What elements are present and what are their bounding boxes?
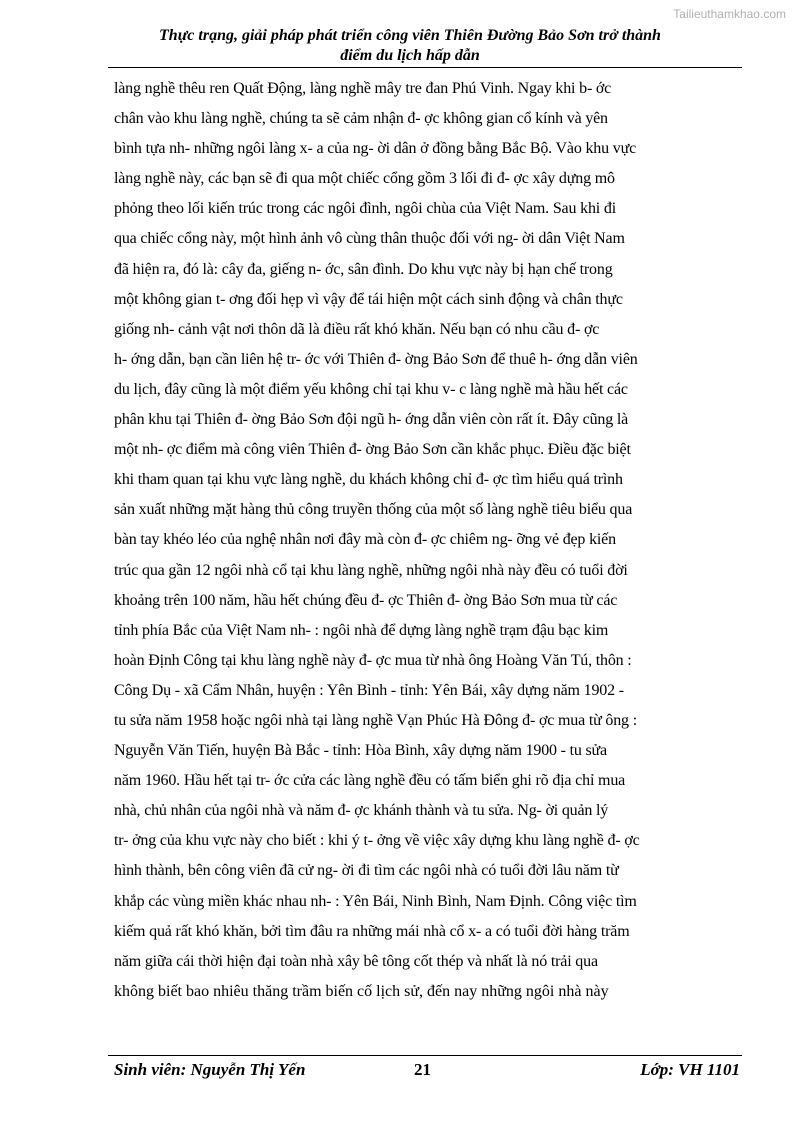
body-line: Nguyễn Văn Tiến, huyện Bà Bắc - tỉnh: Hòa Bình, xây dựng năm 1900 - tu sửa	[114, 742, 607, 760]
body-line: làng nghề thêu ren Quất Động, làng nghề mây tre đan Phú Vinh. Ngay khi b- ớc	[114, 80, 612, 97]
watermark-text: Tailieuthamkhao.com	[673, 7, 786, 21]
body-line: năm 1960. Hầu hết tại tr- ớc cửa các làng nghề đều có tấm biển ghi rõ địa chỉ mua	[114, 772, 626, 790]
footer-student-name: Sinh viên: Nguyễn Thị Yến	[114, 1060, 306, 1079]
body-line: phân khu tại Thiên đ- ờng Bảo Sơn đội ngũ h- ớng dẫn viên còn rất ít. Đây cũng là	[114, 411, 629, 429]
page-footer	[114, 1060, 740, 1084]
body-line: đã hiện ra, đó là: cây đa, giếng n- ớc, sân đình. Do khu vực này bị hạn chế trong	[114, 260, 613, 278]
body-line: Công Dụ - xã Cẩm Nhân, huyện : Yên Bình - tỉnh: Yên Bái, xây dựng năm 1902 -	[114, 681, 624, 699]
body-line: chân vào khu làng nghề, chúng ta sẽ cảm nhận đ- ợc không gian cổ kính và yên	[114, 110, 608, 128]
body-line: tu sửa năm 1958 hoặc ngôi nhà tại làng nghề Vạn Phúc Hà Đông đ- ợc mua từ ông :	[114, 711, 637, 729]
body-line: qua chiếc cổng này, một hình ảnh vô cùng thân thuộc đối với ng- ời dân Việt Nam	[114, 230, 625, 248]
body-line: du lịch, đây cũng là một điểm yếu không chỉ tại khu v- c làng nghề mà hầu hết các	[114, 380, 628, 398]
body-line: tr- ởng của khu vực này cho biết : khi ý t- ởng về việc xây dựng khu làng nghề đ- ợc	[114, 832, 640, 850]
header-title-line-2: điểm du lịch hấp dẫn	[340, 47, 480, 64]
body-line: một nh- ợc điểm mà công viên Thiên đ- ờng Bảo Sơn cần khắc phục. Điều đặc biệt	[114, 441, 631, 459]
body-line: nhà, chủ nhân của ngôi nhà và năm đ- ợc khánh thành và tu sửa. Ng- ời quản lý	[114, 802, 609, 820]
body-line: khắp các vùng miền khác nhau nh- : Yên Bái, Ninh Bình, Nam Định. Công việc tìm	[114, 892, 637, 910]
body-line: giống nh- cảnh vật nơi thôn dã là điều rất khó khăn. Nếu bạn có nhu cầu đ- ợc	[114, 320, 600, 338]
body-line: phỏng theo lối kiến trúc trong các ngôi đình, ngôi chùa của Việt Nam. Sau khi đi	[114, 200, 616, 218]
footer-class-label: Lớp: VH 1101	[640, 1060, 740, 1079]
body-line: khi tham quan tại khu vực làng nghề, du khách không chỉ đ- ợc tìm hiểu quá trình	[114, 471, 623, 489]
body-line: bàn tay khéo léo của nghệ nhân nơi đây mà còn đ- ợc chiêm ng- ỡng vẻ đẹp kiến	[114, 531, 616, 549]
page-header	[110, 26, 710, 66]
body-line: sản xuất những mặt hàng thủ công truyền thống của một số làng nghề tiêu biểu qua	[114, 501, 633, 519]
body-line: khoảng trên 100 năm, hầu hết chúng đều đ- ợc Thiên đ- ờng Bảo Sơn mua từ các	[114, 591, 618, 609]
body-line: h- ớng dẫn, bạn cần liên hệ tr- ớc với Thiên đ- ờng Bảo Sơn để thuê h- ớng dẫn viên	[114, 350, 638, 368]
footer-divider	[108, 1055, 742, 1056]
body-text	[114, 74, 754, 1007]
body-line: làng nghề này, các bạn sẽ đi qua một chiếc cổng gồm 3 lối đi đ- ợc xây dựng mô	[114, 170, 615, 188]
page-number: 21	[414, 1060, 431, 1079]
body-line: kiếm quả rất khó khăn, bởi tìm đâu ra những mái nhà cổ x- a có tuổi đời hàng trăm	[114, 922, 630, 940]
body-line: không biết bao nhiêu thăng trầm biến cố lịch sử, đến nay những ngôi nhà này	[114, 982, 609, 1000]
body-line: trúc qua gần 12 ngôi nhà cổ tại khu làng nghề, những ngôi nhà này đều có tuổi đời	[114, 561, 628, 579]
body-line: một không gian t- ơng đối hẹp vì vậy để tái hiện một cách sinh động và chân thực	[114, 290, 623, 308]
header-divider	[108, 67, 742, 68]
body-line: năm giữa cái thời hiện đại toàn nhà xây bê tông cốt thép và nhất là nó trải qua	[114, 952, 598, 970]
body-line: hoàn Định Công tại khu làng nghề này đ- ợc mua từ nhà ông Hoàng Văn Tú, thôn :	[114, 651, 632, 669]
body-line: hình thành, bên công viên đã cử ng- ời đi tìm các ngôi nhà có tuổi đời lâu năm từ	[114, 862, 619, 880]
body-line: bình tựa nh- những ngôi làng x- a của ng- ời dân ở đồng bằng Bắc Bộ. Vào khu vực	[114, 140, 637, 158]
header-title-line-1: Thực trạng, giải pháp phát triển công viên Thiên Đường Bảo Sơn trở thành	[159, 27, 661, 44]
body-line: tỉnh phía Bắc của Việt Nam nh- : ngôi nhà để dựng làng nghề trạm đậu bạc kim	[114, 621, 609, 639]
